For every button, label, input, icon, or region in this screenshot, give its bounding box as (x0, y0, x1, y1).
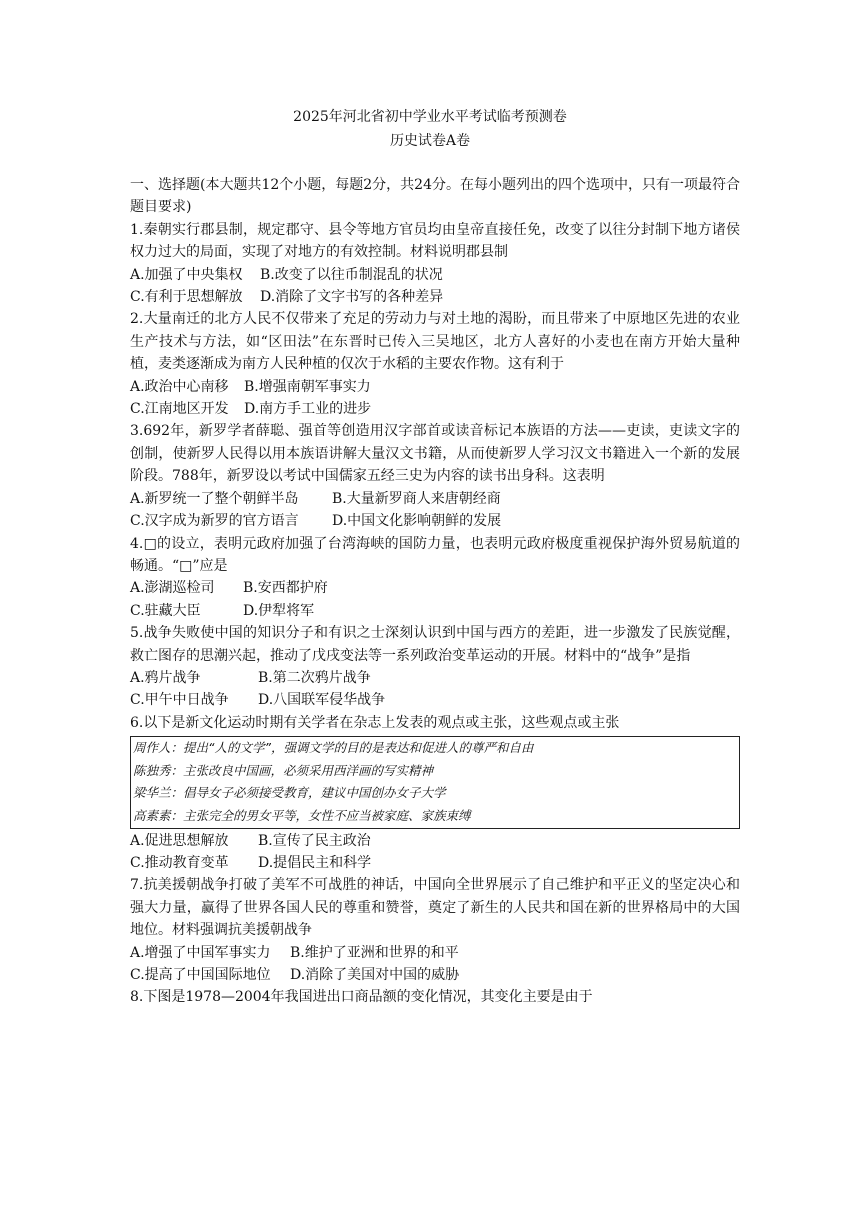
quote-line: 梁华兰：倡导女子必须接受教育，建议中国创办女子大学 (133, 785, 446, 801)
exam-title: 2025年河北省初中学业水平考试临考预测卷 (293, 109, 567, 125)
section-heading: 一、选择题(本大题共12个小题，每题2分，共24分。在每小题列出的四个选项中，只有一项最符合题目要求) (130, 177, 740, 216)
option-d[interactable]: D.南方手工业的进步 (244, 401, 372, 418)
option-a[interactable]: A.政治中心南移 (130, 378, 229, 395)
quote-line: 周作人：提出“人的文学”，强调文学的目的是表达和促进人的尊严和自由 (133, 740, 534, 756)
option-a[interactable]: A.增强了中国军事实力 (130, 944, 271, 961)
option-d[interactable]: D.消除了美国对中国的威胁 (290, 966, 460, 983)
question-stem: 5.战争失败使中国的知识分子和有识之士深刻认识到中国与西方的差距，进一步激发了民族觉醒，救亡图存的思潮兴起，推动了戊戌变法等一系列政治变革运动的开展。材料中的“战争”是指 (130, 625, 740, 664)
question-stem: 6.以下是新文化运动时期有关学者在杂志上发表的观点或主张，这些观点或主张 (130, 714, 620, 731)
option-d[interactable]: D.中国文化影响朝鲜的发展 (332, 513, 502, 530)
option-a[interactable]: A.新罗统一了整个朝鲜半岛 (130, 490, 299, 507)
option-row (130, 667, 740, 689)
option-d[interactable]: D.伊犁将军 (243, 602, 315, 619)
option-b[interactable]: B.大量新罗商人来唐朝经商 (332, 490, 501, 507)
question-stem: 1.秦朝实行郡县制，规定郡守、县令等地方官员均由皇帝直接任免，改变了以往分封制下地方诸侯权力过大的局面，实现了对地方的有效控制。材料说明郡县制 (130, 221, 740, 261)
option-b[interactable]: B.安西都护府 (243, 580, 328, 597)
option-b[interactable]: B.改变了以往币制混乱的状况 (260, 266, 443, 283)
option-d[interactable]: D.八国联军侵华战争 (258, 692, 386, 709)
exam-subtitle: 历史试卷A卷 (389, 133, 471, 149)
question-8 (130, 986, 740, 1008)
option-row (130, 689, 740, 711)
option-b[interactable]: B.宣传了民主政治 (258, 832, 371, 849)
question-4 (130, 533, 740, 623)
option-row (130, 398, 740, 420)
option-c[interactable]: C.甲午中日战争 (130, 692, 229, 709)
option-a[interactable]: A.鸦片战争 (130, 669, 201, 686)
quote-line: 陈独秀：主张改良中国画，必须采用西洋画的写实精神 (133, 762, 434, 778)
question-stem: 8.下图是1978—2004年我国进出口商品额的变化情况，其变化主要是由于 (130, 989, 593, 1006)
question-6 (130, 712, 740, 875)
option-row (130, 942, 740, 964)
option-b[interactable]: B.维护了亚洲和世界的和平 (290, 944, 459, 961)
option-c[interactable]: C.江南地区开发 (130, 401, 229, 418)
option-row (130, 376, 740, 398)
option-c[interactable]: C.有利于思想解放 (130, 289, 243, 306)
option-b[interactable]: B.第二次鸦片战争 (258, 669, 371, 686)
option-c[interactable]: C.推动教育变革 (130, 854, 229, 871)
question-stem: 3.692年，新罗学者薛聪、强首等创造用汉字部首或读音标记本族语的方法——吏读，吏读文字的创制，使新罗人民得以用本族语讲解大量汉文书籍，从而使新罗人学习汉文书籍进入一个新的发展阶段。788年，新罗设以考试中国儒家五经三史为内容的读书出身科。这表明 (130, 423, 740, 485)
exam-content (130, 174, 740, 1009)
option-row (130, 510, 740, 532)
question-2 (130, 308, 740, 420)
option-a[interactable]: A.澎湖巡检司 (130, 580, 215, 597)
option-c[interactable]: C.驻藏大臣 (130, 602, 201, 619)
question-stem: 4.□的设立，表明元政府加强了台湾海峡的国防力量，也表明元政府极度重视保护海外贸易航道的畅通。“□”应是 (130, 535, 740, 574)
option-a[interactable]: A.促进思想解放 (130, 832, 229, 849)
option-row (130, 964, 740, 986)
option-row (130, 488, 740, 510)
option-row (130, 577, 740, 599)
question-7 (130, 874, 740, 986)
option-row (130, 830, 740, 852)
question-stem: 7.抗美援朝战争打破了美军不可战胜的神话，中国向全世界展示了自己维护和平正义的坚定决心和强大力量，赢得了世界各国人民的尊重和赞誉，奠定了新生的人民共和国在新的世界格局中的大国地位。材料强调抗美援朝战争 (130, 877, 740, 939)
option-row (130, 286, 740, 308)
option-a[interactable]: A.加强了中央集权 (130, 266, 243, 283)
option-c[interactable]: C.汉字成为新罗的官方语言 (130, 513, 299, 530)
option-row (130, 264, 740, 286)
option-c[interactable]: C.提高了中国国际地位 (130, 966, 271, 983)
question-3 (130, 420, 740, 532)
option-row (130, 600, 740, 622)
quote-line: 高素素：主张完全的男女平等，女性不应当被家庭、家族束缚 (133, 807, 471, 823)
option-d[interactable]: D.提倡民主和科学 (258, 854, 372, 871)
question-5 (130, 622, 740, 712)
option-row (130, 852, 740, 874)
question-stem: 2.大量南迁的北方人民不仅带来了充足的劳动力与对土地的渴盼，而且带来了中原地区先进的农业生产技术与方法，如“区田法”在东晋时已传入三吴地区，北方人喜好的小麦也在南方开始大量种植，麦类逐渐成为南方人民种植的仅次于水稻的主要农作物。这有利于 (130, 311, 740, 373)
option-b[interactable]: B.增强南朝军事实力 (244, 378, 371, 395)
quote-box (130, 736, 740, 828)
option-d[interactable]: D.消除了文字书写的各种差异 (260, 289, 444, 306)
question-1 (130, 219, 740, 309)
